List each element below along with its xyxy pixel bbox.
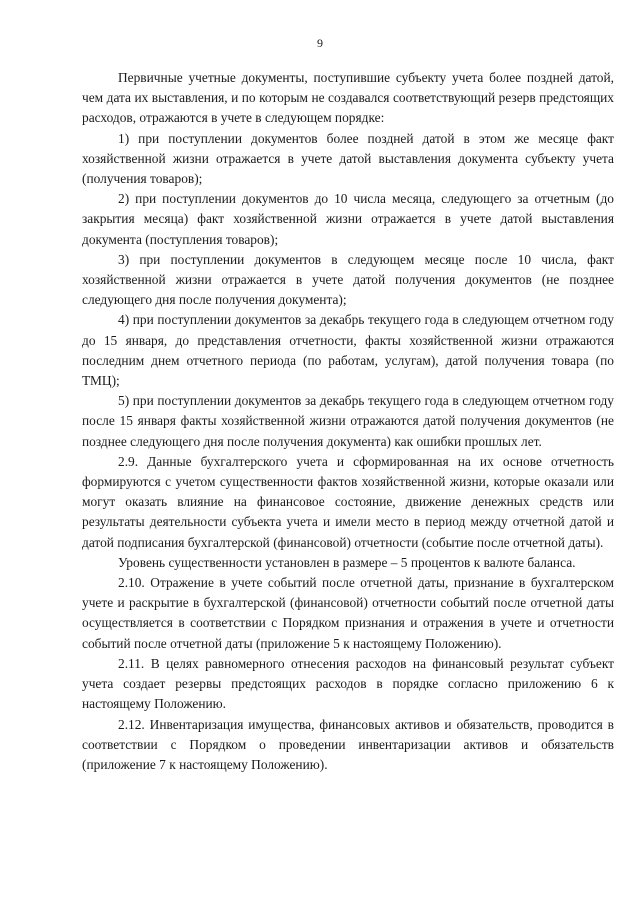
paragraph-intro: Первичные учетные документы, поступившие субъекту учета более поздней датой, чем дата их выставления, и по которым не создавался соответствующий резерв предстоящих расходов, отражаются в учете в следующем порядке:	[82, 70, 614, 126]
paragraph-section-2-11: 2.11. В целях равномерного отнесения расходов на финансовый результат субъект учета создает резервы предстоящих расходов в порядке согласно приложению 6 к настоящему Положению.	[82, 655, 614, 712]
paragraph-item-5: 5) при поступлении документов за декабрь текущего года в следующем отчетном году после 15 января факты хозяйственной жизни отражаются датой получения документов (не позднее следующего дня после получения документа) как ошибки прошлых лет.	[82, 393, 614, 449]
paragraph-section-2-12: 2.12. Инвентаризация имущества, финансовых активов и обязательств, проводится в соответствии с Порядком о проведении инвентаризации активов и обязательств (приложение 7 к настоящему Положению).	[82, 716, 614, 772]
paragraph-section-2-9: 2.9. Данные бухгалтерского учета и сформированная на их основе отчетность формируются с учетом существенности фактов хозяйственной жизни, которые оказали или могут оказать влияние на финансовое состояние, движение денежных средств или результаты деятельности субъекта учета и имели место в период между отчетной датой и датой подписания бухгалтерской (финансовой) отчетности (событие после отчетной даты).	[82, 453, 614, 550]
paragraph-item-1: 1) при поступлении документов более поздней датой в этом же месяце факт хозяйственной жизни отражается в учете датой выставления документа субъекту учета (получения товаров);	[82, 130, 614, 187]
document-body	[82, 68, 614, 775]
paragraph-item-3: 3) при поступлении документов в следующем месяце после 10 числа, факт хозяйственной жизни отражается в учете датой получения документов (не позднее следующего дня после получения документа);	[82, 251, 614, 308]
paragraph-materiality-level: Уровень существенности установлен в размере – 5 процентов к валюте баланса.	[118, 554, 576, 570]
paragraph-section-2-10: 2.10. Отражение в учете событий после отчетной даты, признание в бухгалтерском учете и раскрытие в бухгалтерской (финансовой) отчетности событий после отчетной даты осуществляется в соответствии с Порядком признания и отражения в учете и отчетности событий после отчетной даты (приложение 5 к настоящему Положению).	[82, 575, 614, 651]
paragraph-item-4: 4) при поступлении документов за декабрь текущего года в следующем отчетном году до 15 января, до представления отчетности, факты хозяйственной жизни отражаются последним днем отчетного периода (по работам, услугам), датой получения товара (по ТМЦ);	[82, 312, 614, 389]
page-number: 9	[317, 36, 323, 50]
paragraph-item-2: 2) при поступлении документов до 10 числа месяца, следующего за отчетным (до закрытия месяца) факт хозяйственной жизни отражается в учете датой выставления документа (поступления товаров);	[82, 191, 614, 247]
